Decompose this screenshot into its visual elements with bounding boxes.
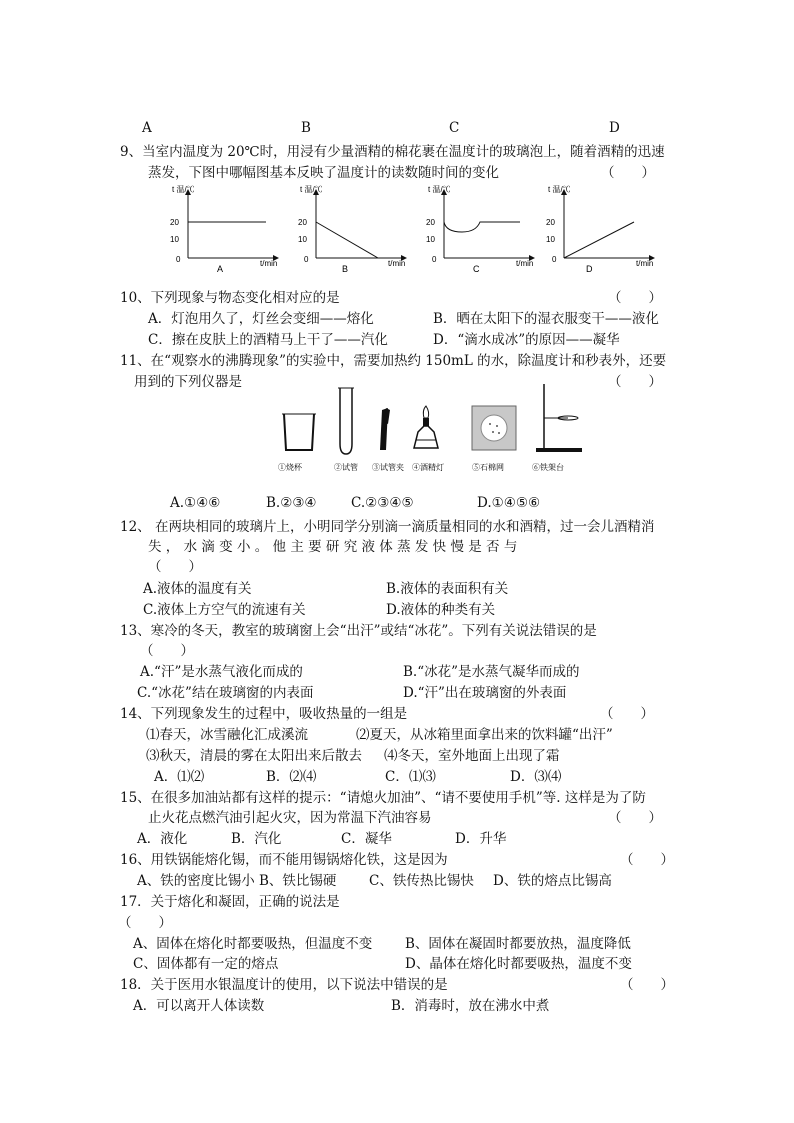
iron-stand-icon bbox=[532, 384, 582, 472]
graph-a-ylabel: t 温/℃ bbox=[172, 185, 195, 194]
label-test-tube-holder: ③试管夹 bbox=[372, 463, 404, 472]
q17-option-c: C、固体都有一定的熔点 bbox=[133, 956, 279, 972]
q18-option-b: B．消毒时，放在沸水中煮 bbox=[391, 998, 550, 1014]
graph-b-tick-20: 20 bbox=[298, 218, 307, 227]
q17-stem: 17．关于熔化和凝固，正确的说法是 bbox=[120, 894, 340, 910]
prev-option-b: B bbox=[301, 120, 311, 136]
graph-c-xlabel: t/min bbox=[516, 259, 534, 268]
q14-statement-3: ⑶秋天，清晨的雾在太阳出来后散去 bbox=[146, 748, 362, 764]
graph-d bbox=[546, 185, 654, 274]
graph-a-tick-20: 20 bbox=[170, 218, 179, 227]
graph-d-line bbox=[564, 222, 634, 258]
graph-a-tick-10: 10 bbox=[170, 235, 179, 244]
q16-option-a: A、铁的密度比锡小 bbox=[137, 873, 255, 889]
q15-stem-line2: 止火花点燃汽油引起火灾，因为常温下汽油容易 bbox=[148, 810, 432, 826]
graph-d-letter: D bbox=[586, 264, 593, 274]
q17-option-d: D、晶体在熔化时都要吸热，温度不变 bbox=[405, 956, 632, 972]
q15-answer-paren: （ ） bbox=[608, 810, 662, 826]
label-alcohol-lamp: ④酒精灯 bbox=[412, 463, 444, 472]
q12-option-b: B.液体的表面积有关 bbox=[386, 581, 509, 597]
q15-option-c: C．凝华 bbox=[341, 831, 392, 847]
q13-option-d: D.“汗”出在玻璃窗的外表面 bbox=[403, 685, 567, 701]
q13-stem: 13、寒冷的冬天，教室的玻璃窗上会“出汗”或结“冰花”。下列有关说法错误的是 bbox=[120, 623, 597, 639]
q16-option-c: C、铁传热比锡快 bbox=[369, 873, 474, 889]
q16-answer-paren: （ ） bbox=[620, 852, 674, 868]
q13-option-a: A.“汗”是水蒸气液化而成的 bbox=[140, 664, 303, 680]
q12-stem-line2: 失 ， 水 滴 变 小 。 他 主 要 研 究 液 体 蒸 发 快 慢 是 否 与 bbox=[148, 539, 518, 555]
q12-stem-line1: 12、 在两块相同的玻璃片上，小明同学分别滴一滴质量相同的水和酒精，过一会儿酒精消 bbox=[120, 519, 655, 535]
graph-d-tick-10: 10 bbox=[546, 235, 555, 244]
q17-option-b: B、固体在凝固时都要放热，温度降低 bbox=[405, 936, 631, 952]
q10-answer-paren: （ ） bbox=[608, 290, 662, 306]
graph-a-xlabel: t/min bbox=[260, 259, 278, 268]
q11-option-a: A.①④⑥ bbox=[170, 495, 221, 511]
q12-option-c: C.液体上方空气的流速有关 bbox=[143, 602, 306, 618]
q9-graphs bbox=[160, 182, 660, 280]
alcohol-lamp-icon bbox=[412, 406, 444, 472]
q15-option-d: D．升华 bbox=[455, 831, 507, 847]
q11-instruments bbox=[276, 378, 586, 478]
q9-stem-line1: 9、当室内温度为 20℃时，用浸有少量酒精的棉花裹在温度计的玻璃泡上，随着酒精的迅速 bbox=[120, 144, 665, 160]
q12-answer-paren: （ ） bbox=[148, 559, 202, 575]
q17-answer-paren: （ ） bbox=[118, 915, 172, 931]
q11-option-c: C.②③④⑤ bbox=[351, 495, 414, 511]
graph-c-letter: C bbox=[473, 264, 480, 274]
q14-option-d: D．⑶⑷ bbox=[510, 769, 562, 785]
graph-b-letter: B bbox=[342, 264, 349, 274]
q10-stem: 10、下列现象与物态变化相对应的是 bbox=[120, 290, 340, 306]
graph-c-ylabel: t 温/℃ bbox=[428, 185, 451, 194]
prev-option-a: A bbox=[142, 120, 152, 136]
beaker-icon bbox=[278, 414, 316, 472]
prev-option-d: D bbox=[609, 120, 620, 136]
q10-option-c: C．擦在皮肤上的酒精马上干了——汽化 bbox=[148, 332, 388, 348]
asbestos-gauze-icon bbox=[472, 406, 516, 472]
q16-option-b: B、铁比锡硬 bbox=[259, 873, 337, 889]
q14-statement-2: ⑵夏天，从冰箱里面拿出来的饮料罐“出汗” bbox=[356, 727, 613, 743]
graph-a-tick-0: 0 bbox=[176, 255, 181, 264]
label-beaker: ①烧杯 bbox=[278, 463, 302, 472]
q12-option-d: D.液体的种类有关 bbox=[386, 602, 496, 618]
test-tube-icon bbox=[334, 388, 358, 472]
q14-option-a: A．⑴⑵ bbox=[154, 769, 205, 785]
q11-stem-line1: 11、在“观察水的沸腾现象”的实验中，需要加热约 150mL 的水，除温度计和秒表外，还要 bbox=[120, 353, 667, 369]
q15-stem-line1: 15、在很多加油站都有这样的提示：“请熄火加油”、“请不要使用手机”等. 这样是为了防 bbox=[120, 790, 646, 806]
q14-statement-4: ⑷冬天，室外地面上出现了霜 bbox=[384, 748, 560, 764]
graph-b-line bbox=[316, 222, 378, 258]
graph-c-tick-0: 0 bbox=[432, 255, 437, 264]
graph-b-tick-0: 0 bbox=[304, 255, 309, 264]
graph-d-tick-20: 20 bbox=[546, 218, 555, 227]
q14-option-b: B．⑵⑷ bbox=[266, 769, 317, 785]
graph-c-tick-10: 10 bbox=[426, 235, 435, 244]
graph-c bbox=[426, 185, 534, 274]
q9-answer-paren: （ ） bbox=[601, 165, 655, 181]
q11-option-d: D.①④⑤⑥ bbox=[477, 495, 541, 511]
q11-option-b: B.②③④ bbox=[266, 495, 317, 511]
q13-option-b: B.“冰花”是水蒸气凝华而成的 bbox=[403, 664, 580, 680]
label-asbestos-gauze: ⑤石棉网 bbox=[472, 463, 504, 472]
q10-option-a: A．灯泡用久了，灯丝会变细——熔化 bbox=[148, 311, 374, 327]
q10-option-b: B．晒在太阳下的湿衣服变干——液化 bbox=[433, 311, 659, 327]
q14-option-c: C．⑴⑶ bbox=[385, 769, 436, 785]
graph-b bbox=[298, 185, 406, 274]
graph-b-xlabel: t/min bbox=[388, 259, 406, 268]
label-iron-stand: ⑥铁架台 bbox=[532, 463, 564, 472]
q17-option-a: A、固体在熔化时都要吸热，但温度不变 bbox=[133, 936, 373, 952]
q13-answer-paren: （ ） bbox=[140, 643, 194, 659]
q9-stem-line2: 蒸发，下图中哪幅图基本反映了温度计的读数随时间的变化 bbox=[148, 165, 499, 181]
graph-b-tick-10: 10 bbox=[298, 235, 307, 244]
label-test-tube: ②试管 bbox=[334, 463, 358, 472]
graph-c-line bbox=[444, 222, 520, 232]
q13-option-c: C.“冰花”结在玻璃窗的内表面 bbox=[137, 685, 314, 701]
q16-stem: 16、用铁锅能熔化锡，而不能用锡锅熔化铁，这是因为 bbox=[120, 852, 448, 868]
q18-answer-paren: （ ） bbox=[620, 977, 674, 993]
q18-stem: 18．关于医用水银温度计的使用，以下说法中错误的是 bbox=[120, 977, 448, 993]
prev-option-c: C bbox=[449, 120, 460, 136]
q11-stem-line2: 用到的下列仪器是 bbox=[134, 374, 242, 390]
q14-stem: 14、下列现象发生的过程中，吸收热量的一组是 bbox=[120, 706, 408, 722]
graph-b-ylabel: t 温/℃ bbox=[300, 185, 323, 194]
q12-option-a: A.液体的温度有关 bbox=[143, 581, 252, 597]
q11-answer-paren: （ ） bbox=[608, 374, 662, 390]
q15-option-a: A．液化 bbox=[137, 831, 188, 847]
graph-d-ylabel: t 温/℃ bbox=[548, 185, 571, 194]
graph-a-letter: A bbox=[217, 264, 224, 274]
q14-statement-1: ⑴春天，冰雪融化汇成溪流 bbox=[146, 727, 308, 743]
graph-a bbox=[170, 185, 278, 274]
q10-option-d: D．“滴水成冰”的原因——凝华 bbox=[433, 332, 620, 348]
test-tube-holder-icon bbox=[372, 408, 404, 472]
graph-d-tick-0: 0 bbox=[552, 255, 557, 264]
q14-answer-paren: （ ） bbox=[600, 706, 654, 722]
q15-option-b: B．汽化 bbox=[231, 831, 282, 847]
graph-c-tick-20: 20 bbox=[426, 218, 435, 227]
q18-option-a: A．可以离开人体读数 bbox=[133, 998, 265, 1014]
graph-d-xlabel: t/min bbox=[636, 259, 654, 268]
q16-option-d: D、铁的熔点比锡高 bbox=[493, 873, 612, 889]
